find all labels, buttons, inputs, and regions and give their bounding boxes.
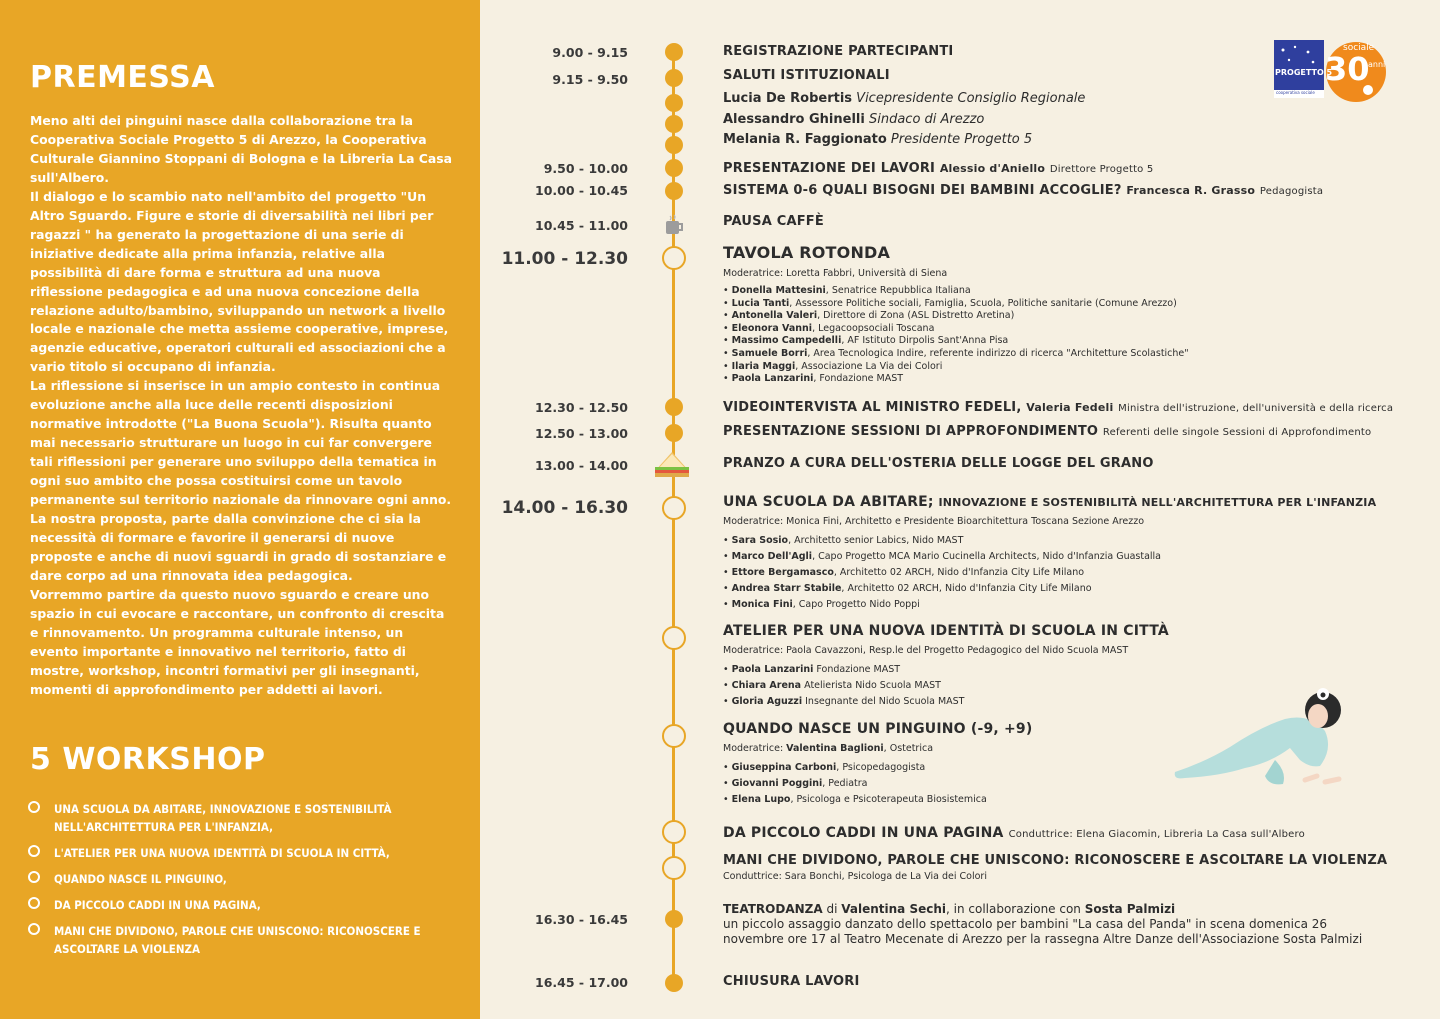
slot-title: MANI CHE DIVIDONO, PAROLE CHE UNISCONO: RICONOSCERE E ASCOLTARE LA VIOLENZA — [723, 853, 1388, 868]
panelist-desc: , Legacoopsociali Toscana — [812, 322, 935, 334]
slot-mani — [723, 853, 1413, 882]
panelist-name: Ettore Bergamasco — [731, 567, 834, 578]
panelist-desc: , Assessore Politiche sociali, Famiglia, Scuola, Politiche sanitarie (Comune Arezzo) — [789, 297, 1177, 309]
slot-note: Referenti delle singole Sessioni di Approfondimento — [1102, 427, 1372, 438]
slot-presentazione — [723, 161, 1413, 176]
panelist-name: Paola Lanzarini — [731, 373, 814, 385]
circle-bullet-icon — [28, 897, 40, 909]
panelist-desc: , Architetto 02 ARCH, Nido d'Infanzia City Life Milano — [841, 583, 1092, 594]
workshop-item-label: UNA SCUOLA DA ABITARE, INNOVAZIONE E SOSTENIBILITÀ NELL'ARCHITETTURA PER L'INFANZIA, — [54, 802, 392, 834]
timeline-ring — [662, 246, 686, 270]
panelist: • Lucia Tanti, Assessore Politiche sociali, Famiglia, Scuola, Politiche sanitarie (Comune Arezzo) — [723, 297, 1177, 309]
panel-list — [723, 760, 1143, 808]
panelist-desc: , AF Istituto Dirpolis Sant'Anna Pisa — [841, 335, 1009, 347]
slot-title: DA PICCOLO CADDI IN UNA PAGINA — [723, 825, 1004, 841]
panelist-name: Lucia Tanti — [731, 297, 790, 309]
slot-time: 9.50 - 10.00 — [543, 161, 628, 176]
panelist-desc: , Associazione La Via dei Colori — [795, 360, 943, 372]
panelist-name: Sara Sosio — [731, 535, 789, 546]
panelist-desc: , Psicologa e Psicoterapeuta Biosistemica — [790, 794, 987, 805]
speaker-name: Melania R. Faggionato — [723, 132, 887, 147]
logo-small-text: sociale — [1343, 43, 1375, 53]
slot-title: PRESENTAZIONE SESSIONI DI APPROFONDIMENTO — [723, 424, 1099, 439]
slot-title: VIDEOINTERVISTA AL MINISTRO FEDELI, — [723, 400, 1022, 415]
slot-person-role: Ministra dell'istruzione, dell'università e della ricerca — [1118, 403, 1394, 414]
moderator: Moderatrice: Paola Cavazzoni, Resp.le del Progetto Pedagogico del Nido Scuola MAST — [723, 645, 1129, 656]
slot-connector: di — [822, 902, 842, 916]
panelist: • Massimo Campedelli, AF Istituto Dirpolis Sant'Anna Pisa — [723, 335, 1009, 347]
slot-registrazione — [723, 44, 1413, 59]
timeline-dot — [665, 159, 683, 177]
slot-subtitle: INNOVAZIONE E SOSTENIBILITÀ NELL'ARCHITETTURA PER L'INFANZIA — [938, 496, 1377, 509]
panelist-name: Chiara Arena — [731, 680, 802, 691]
panelist: • Andrea Starr Stabile, Architetto 02 ARCH, Nido d'Infanzia City Life Milano — [723, 583, 1092, 594]
slot-title: REGISTRAZIONE PARTECIPANTI — [723, 44, 954, 59]
panelist-name: Massimo Campedelli — [731, 335, 842, 347]
slot-teatrodanza — [723, 902, 1383, 947]
slot-note: Conduttrice: Elena Giacomin, Libreria La Casa sull'Albero — [1008, 829, 1305, 840]
workshop-item-label: DA PICCOLO CADDI IN UNA PAGINA, — [54, 898, 261, 912]
panelist: • Gloria Aguzzi Insegnante del Nido Scuola MAST — [723, 696, 965, 707]
workshop-item — [28, 922, 468, 958]
panelist-name: Andrea Starr Stabile — [731, 583, 842, 594]
panelist-desc: , Fondazione MAST — [813, 373, 904, 385]
speaker-role: Vicepresidente Consiglio Regionale — [856, 91, 1086, 106]
timeline-dot — [665, 910, 683, 928]
logo-anni: anni — [1368, 60, 1386, 69]
slot-person: Valeria Fedeli — [1026, 401, 1114, 414]
slot-title: SALUTI ISTITUZIONALI — [723, 68, 890, 83]
panelist-name: Donella Mattesini — [731, 285, 826, 296]
slot-time: 16.45 - 17.00 — [535, 975, 628, 990]
workshop-item-label: MANI CHE DIVIDONO, PAROLE CHE UNISCONO: RICONOSCERE E ASCOLTARE LA VIOLENZA — [54, 924, 421, 956]
panelist-name: Ilaria Maggi — [731, 360, 796, 372]
workshop-item — [28, 844, 468, 862]
workshop-item-label: L'ATELIER PER UNA NUOVA IDENTITÀ DI SCUOLA IN CITTÀ, — [54, 846, 390, 860]
slot-title: UNA SCUOLA DA ABITARE; — [723, 494, 934, 510]
slot-saluti — [723, 68, 1413, 151]
panelist-name: Paola Lanzarini — [731, 664, 814, 675]
slot-title: QUANDO NASCE UN PINGUINO (-9, +9) — [723, 721, 1033, 737]
moderator — [723, 743, 1143, 754]
premessa-paragraph: Vorremmo partire da questo nuovo sguardo e creare uno spazio in cui evocare e raccontare, un confronto di crescita e rinnovamento. Un programma culturale intenso, un evento importante e innovativo nel territorio, fatto di mostre, workshop, incontri formativi per gli insegnanti, momenti di approfondimento per addetti ai lavori. — [30, 586, 445, 697]
premessa-paragraph: Meno alti dei pinguini nasce dalla collaborazione tra la Cooperativa Sociale Progetto 5 di Arezzo, la Cooperativa Culturale Giannino Stoppani di Bologna e la Libreria La Casa sull'Albero. — [30, 113, 452, 185]
slot-person-role: Pedagogista — [1259, 186, 1324, 197]
panelist-desc: Insegnante del Nido Scuola MAST — [802, 696, 965, 707]
slot-pausa — [723, 214, 1413, 229]
slot-time: 9.15 - 9.50 — [552, 72, 628, 87]
speaker-role: Sindaco di Arezzo — [868, 111, 985, 127]
panelist: • Donella Mattesini, Senatrice Repubblica Italiana — [723, 285, 971, 296]
slot-scuola-da-abitare — [723, 494, 1413, 613]
slot-partner: Sosta Palmizi — [1084, 902, 1176, 916]
timeline-dot — [665, 43, 683, 61]
timeline-dot — [665, 136, 683, 154]
premessa-paragraph: La nostra proposta, parte dalla convinzione che ci sia la necessità di formare e favorire il generarsi di nuove proposte e anche di nuovi sguardi in grado di sostanziare e dare corpo ad una rinnovata idea pedagogica. — [30, 511, 447, 583]
speaker-list — [723, 89, 1413, 151]
slot-person: Francesca R. Grasso — [1126, 184, 1256, 197]
timeline-dot — [665, 974, 683, 992]
panelist: • Paola Lanzarini, Fondazione MAST — [723, 373, 904, 385]
timeline-ring — [662, 626, 686, 650]
panel-list — [723, 662, 1413, 710]
panelist-desc: , Architetto senior Labics, Nido MAST — [788, 535, 964, 546]
slot-time: 14.00 - 16.30 — [501, 498, 628, 518]
panelist-name: Marco Dell'Agli — [731, 551, 813, 562]
slot-time: 9.00 - 9.15 — [552, 45, 628, 60]
sandwich-icon — [653, 449, 691, 479]
slot-title: PAUSA CAFFÈ — [723, 214, 824, 229]
slot-sessioni — [723, 424, 1413, 439]
panelist: • Ettore Bergamasco, Architetto 02 ARCH, Nido d'Infanzia City Life Milano — [723, 567, 1085, 578]
timeline-ring — [662, 496, 686, 520]
slot-description: un piccolo assaggio danzato dello spettacolo per bambini "La casa del Panda" in scena domenica 26 novembre ore 17 al Teatro Mecenate di Arezzo per la rassegna Altre Danze dell'Associazione Sosta Palmizi — [723, 917, 1363, 946]
panelist: • Samuele Borri, Area Tecnologica Indire, referente indirizzo di ricerca "Architetture Scolastiche" — [723, 347, 1189, 359]
slot-connector: , in collaborazione con — [946, 902, 1085, 916]
panel-list — [723, 533, 1413, 613]
panelist: • Elena Lupo, Psicologa e Psicoterapeuta Biosistemica — [723, 794, 987, 805]
workshop-item — [28, 896, 468, 914]
panelist: • Paola Lanzarini Fondazione MAST — [723, 664, 901, 675]
circle-bullet-icon — [28, 801, 40, 813]
panelist-desc: , Capo Progetto MCA Mario Cucinella Architects, Nido d'Infanzia Guastalla — [812, 551, 1162, 562]
panelist: • Antonella Valeri, Direttore di Zona (ASL Distretto Aretina) — [723, 310, 1015, 322]
panelist: • Giuseppina Carboni, Psicopedagogista — [723, 762, 926, 773]
premessa-title: PREMESSA — [30, 60, 216, 95]
speaker — [723, 89, 1413, 110]
moderator-role: , Ostetrica — [883, 743, 934, 754]
slot-time: 10.00 - 10.45 — [535, 183, 628, 198]
slot-sistema — [723, 183, 1413, 198]
panelist-desc: , Direttore di Zona (ASL Distretto Aretina) — [817, 310, 1015, 322]
panelist-desc: , Capo Progetto Nido Poppi — [792, 599, 920, 610]
timeline-ring — [662, 820, 686, 844]
slot-tavola-rotonda — [723, 243, 1413, 386]
slot-title: TAVOLA ROTONDA — [723, 243, 891, 262]
panelist-desc: , Psicopedagogista — [836, 762, 926, 773]
panelist-name: Samuele Borri — [731, 347, 808, 359]
panelist: • Giovanni Poggini, Pediatra — [723, 778, 868, 789]
panelist-name: Eleonora Vanni — [731, 322, 813, 334]
slot-time: 16.30 - 16.45 — [535, 912, 628, 927]
premessa-panel — [0, 0, 480, 1019]
moderator-label: Moderatrice: — [723, 743, 787, 754]
slot-note: Conduttrice: Sara Bonchi, Psicologa de La Via dei Colori — [723, 871, 987, 882]
speaker — [723, 110, 1413, 131]
timeline-dot — [665, 398, 683, 416]
circle-bullet-icon — [28, 923, 40, 935]
speaker-name: Alessandro Ghinelli — [723, 111, 865, 127]
panelist-desc: , Area Tecnologica Indire, referente indirizzo di ricerca "Architetture Scolastiche" — [807, 347, 1189, 359]
slot-time: 10.45 - 11.00 — [535, 218, 628, 233]
premessa-paragraph: Il dialogo e lo scambio nato nell'ambito del progetto "Un Altro Sguardo. Figure e storie di diversabilità nei libri per ragazzi " ha generato la progettazione di una serie di iniziative dedicate alla prima infanzia, relative alla possibilità di dare forma e struttura ad una nuova riflessione pedagogica e ad una nuova concezione della relazione adulto/bambino, sviluppando un network a livello locale e nazionale che metta assieme cooperative, imprese, agenzie educative, operatori culturali ed associazioni che a vario titolo si occupano di infanzia. — [30, 188, 449, 375]
panelist-name: Monica Fini — [731, 599, 793, 610]
slot-title: TEATRODANZA — [723, 902, 823, 916]
slot-pinguino — [723, 721, 1143, 808]
panelist: • Ilaria Maggi, Associazione La Via dei Colori — [723, 360, 943, 372]
timeline-dot — [665, 182, 683, 200]
workshop-title: 5 WORKSHOP — [30, 742, 266, 777]
slot-time: 12.30 - 12.50 — [535, 400, 628, 415]
premessa-text — [30, 112, 455, 700]
panelist-desc: Fondazione MAST — [813, 664, 901, 675]
slot-person: Alessio d'Aniello — [939, 162, 1046, 175]
premessa-paragraph: La riflessione si inserisce in un ampio contesto in continua evoluzione anche alla luce delle recenti disposizioni normative introdotte ("La Buona Scuola"). Risulta quanto mai necessario strutturare un luogo in cui far convergere tali riflessioni per generare uno sviluppo della tematica in ogni suo ambito che possa costituirsi come un tavolo permanente sul territorio nazionale da rinnovare ogni anno. — [30, 378, 452, 508]
speaker-name: Lucia De Robertis — [723, 91, 853, 106]
workshop-list — [28, 800, 468, 966]
circle-bullet-icon — [28, 871, 40, 883]
panelist: • Eleonora Vanni, Legacoopsociali Toscana — [723, 322, 935, 334]
workshop-item-label: QUANDO NASCE IL PINGUINO, — [54, 872, 227, 886]
slot-person: Valentina Sechi — [841, 902, 946, 916]
slot-pranzo — [723, 456, 1413, 471]
slot-title: PRANZO A CURA DELL'OSTERIA DELLE LOGGE DEL GRANO — [723, 456, 1154, 471]
moderator: Moderatrice: Monica Fini, Architetto e Presidente Bioarchitettura Toscana Sezione Arezzo — [723, 516, 1145, 527]
logo-brand: PROGETTO 5 — [1275, 68, 1333, 77]
slot-videointervista — [723, 400, 1413, 415]
circle-bullet-icon — [28, 845, 40, 857]
speaker — [723, 130, 1413, 151]
panelist-name: Gloria Aguzzi — [731, 696, 803, 707]
slot-chiusura — [723, 974, 1413, 989]
slot-time: 11.00 - 12.30 — [501, 249, 628, 269]
slot-title: ATELIER PER UNA NUOVA IDENTITÀ DI SCUOLA IN CITTÀ — [723, 623, 1169, 639]
panelist-name: Antonella Valeri — [731, 310, 818, 322]
logo-number: 30 — [1325, 50, 1370, 88]
panelist-name: Giovanni Poggini — [731, 778, 823, 789]
slot-title: SISTEMA 0-6 QUALI BISOGNI DEI BAMBINI ACCOGLIE? — [723, 183, 1122, 198]
panelist: • Marco Dell'Agli, Capo Progetto MCA Mario Cucinella Architects, Nido d'Infanzia Guastalla — [723, 551, 1162, 562]
moderator: Moderatrice: Loretta Fabbri, Università di Siena — [723, 268, 948, 279]
timeline-dot — [665, 424, 683, 442]
timeline-ring — [662, 724, 686, 748]
timeline-ring — [662, 856, 686, 880]
moderator-name: Valentina Baglioni — [786, 743, 884, 754]
timeline-dot — [665, 115, 683, 133]
panelist-desc: , Architetto 02 ARCH, Nido d'Infanzia City Life Milano — [833, 567, 1085, 578]
coffee-cup-icon — [663, 214, 685, 236]
panelist-desc: , Pediatra — [822, 778, 868, 789]
panelist-name: Elena Lupo — [731, 794, 791, 805]
speaker-role: Presidente Progetto 5 — [890, 132, 1033, 147]
panelist: • Chiara Arena Atelierista Nido Scuola MAST — [723, 680, 941, 691]
slot-person-role: Direttore Progetto 5 — [1049, 164, 1154, 175]
slot-time: 12.50 - 13.00 — [535, 426, 628, 441]
panelist: • Sara Sosio, Architetto senior Labics, Nido MAST — [723, 535, 964, 546]
slot-title: CHIUSURA LAVORI — [723, 974, 860, 989]
timeline-dot — [665, 94, 683, 112]
panelist-name: Giuseppina Carboni — [731, 762, 837, 773]
logo-tagline: cooperativa sociale — [1276, 90, 1315, 95]
slot-atelier — [723, 623, 1413, 710]
panelist-desc: Atelierista Nido Scuola MAST — [801, 680, 941, 691]
panel-list — [723, 285, 1413, 386]
workshop-item — [28, 800, 468, 836]
timeline-dot — [665, 69, 683, 87]
panelist: • Monica Fini, Capo Progetto Nido Poppi — [723, 599, 920, 610]
panelist-desc: , Senatrice Repubblica Italiana — [825, 285, 971, 296]
workshop-item — [28, 870, 468, 888]
slot-title: PRESENTAZIONE DEI LAVORI — [723, 161, 936, 176]
slot-time: 13.00 - 14.00 — [535, 458, 628, 473]
slot-piccolo — [723, 825, 1413, 841]
